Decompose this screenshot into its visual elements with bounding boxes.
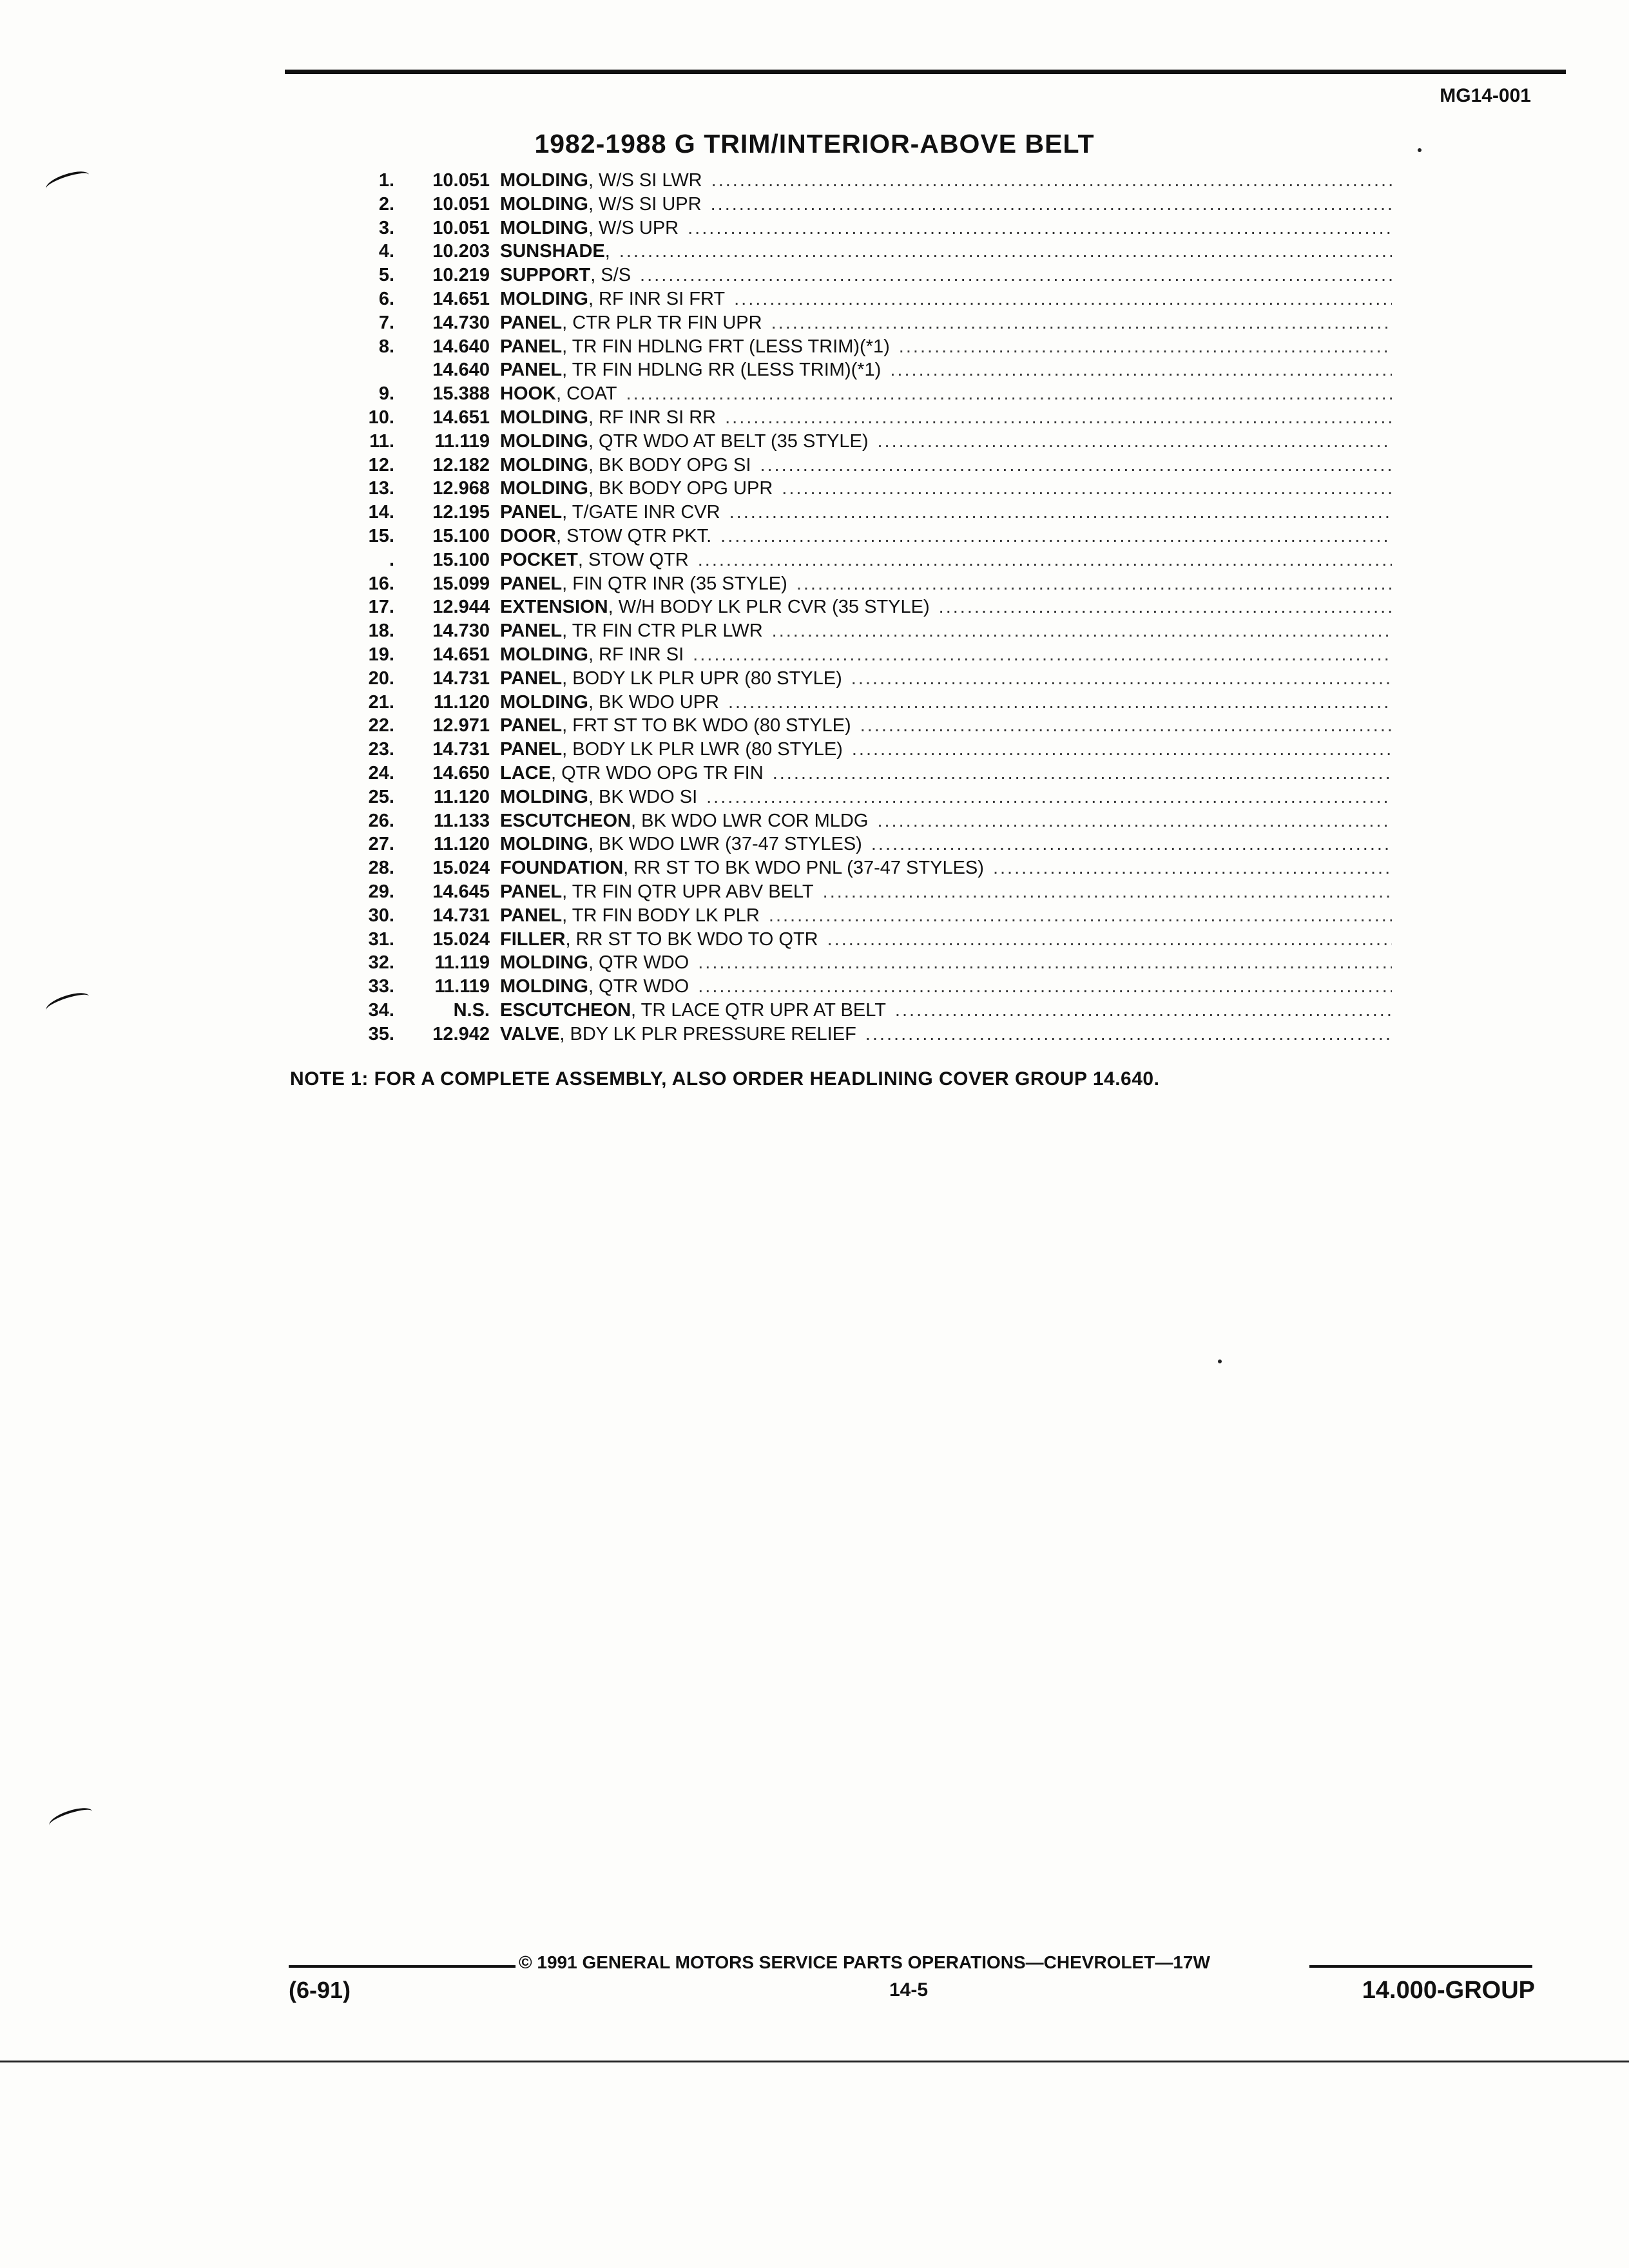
- part-row: [348, 595, 1392, 619]
- part-description: , BODY LK PLR LWR (80 STYLE): [562, 739, 843, 760]
- revision-date: (6-91): [289, 1977, 351, 2003]
- item-number: 6.: [378, 288, 394, 309]
- dot-leader: [877, 809, 1392, 833]
- part-description: , W/S SI UPR: [588, 193, 702, 215]
- part-name: SUNSHADE: [500, 241, 605, 262]
- group-number: 15.099: [432, 573, 490, 594]
- dot-leader: [899, 335, 1392, 359]
- dot-leader: [827, 928, 1392, 952]
- dot-leader: [895, 999, 1392, 1023]
- item-number: 8.: [378, 336, 394, 357]
- part-row: [348, 311, 1392, 335]
- item-number: 13.: [368, 478, 394, 499]
- item-number: 27.: [368, 834, 394, 855]
- part-name: ESCUTCHEON: [500, 810, 631, 831]
- part-row: [348, 999, 1392, 1023]
- part-row: [348, 904, 1392, 928]
- part-row: [348, 240, 1392, 264]
- dot-leader: [851, 667, 1392, 691]
- group-number: 12.942: [432, 1023, 490, 1044]
- part-name: MOLDING: [500, 644, 588, 665]
- part-name: PANEL: [500, 620, 563, 642]
- item-number: 29.: [368, 881, 394, 902]
- part-row: [348, 169, 1392, 193]
- item-number: 12.: [368, 454, 394, 476]
- part-row: [348, 454, 1392, 477]
- dot-leader: [711, 169, 1392, 193]
- dot-leader: [619, 240, 1392, 264]
- part-description: , W/S SI LWR: [588, 170, 702, 191]
- group-number: 14.645: [432, 881, 490, 902]
- part-row: [348, 880, 1392, 904]
- item-number: 14.: [368, 502, 394, 523]
- part-name: MOLDING: [500, 786, 588, 807]
- part-row: [348, 358, 1392, 382]
- item-number: 9.: [378, 383, 394, 405]
- part-row: [348, 785, 1392, 809]
- part-name: PANEL: [500, 336, 563, 357]
- part-name: LACE: [500, 762, 551, 783]
- part-description: , T/GATE INR CVR: [562, 502, 720, 523]
- part-name: ESCUTCHEON: [500, 999, 631, 1021]
- part-name: EXTENSION: [500, 597, 608, 618]
- part-name: MOLDING: [500, 430, 588, 452]
- part-row: [348, 951, 1392, 975]
- item-number: 26.: [368, 810, 394, 831]
- part-description: , RR ST TO BK WDO TO QTR: [565, 928, 818, 950]
- dot-leader: [698, 975, 1392, 999]
- dot-leader: [860, 714, 1392, 738]
- group-number: 11.133: [433, 810, 490, 831]
- part-name: VALVE: [500, 1023, 560, 1044]
- part-description: , FRT ST TO BK WDO (80 STYLE): [562, 715, 851, 736]
- part-name: MOLDING: [500, 407, 588, 428]
- part-description: , QTR WDO: [588, 976, 689, 997]
- part-description: , RF INR SI FRT: [588, 288, 726, 309]
- scan-speck: [1418, 148, 1422, 152]
- group-number: 14.730: [432, 312, 490, 333]
- part-row: [348, 619, 1392, 643]
- group-number: 14.650: [432, 762, 490, 783]
- dot-leader: [706, 785, 1392, 809]
- footer-rule-right: [1309, 1965, 1532, 1968]
- part-row: [348, 572, 1392, 596]
- footnote: NOTE 1: FOR A COMPLETE ASSEMBLY, ALSO ORDER HEADLINING COVER GROUP 14.640.: [290, 1068, 1160, 1090]
- part-name: PANEL: [500, 573, 563, 594]
- part-row: [348, 548, 1392, 572]
- part-row: [348, 264, 1392, 287]
- part-name: MOLDING: [500, 193, 588, 215]
- group-number: 14.731: [432, 905, 490, 926]
- item-number: 21.: [368, 691, 394, 713]
- item-number: .: [389, 549, 394, 570]
- group-number: 15.100: [432, 549, 490, 570]
- part-row: [348, 832, 1392, 856]
- part-description: , BK WDO LWR (37-47 STYLES): [588, 834, 862, 855]
- dot-leader: [890, 358, 1392, 382]
- part-description: , QTR WDO: [588, 952, 689, 974]
- item-number: 23.: [368, 739, 394, 760]
- dot-leader: [698, 548, 1392, 572]
- part-row: [348, 856, 1392, 880]
- part-row: [348, 382, 1392, 406]
- part-description: , STOW QTR: [577, 549, 689, 570]
- item-number: 19.: [368, 644, 394, 665]
- dot-leader: [823, 880, 1392, 904]
- part-name: FILLER: [500, 928, 566, 950]
- group-code: 14.000-GROUP: [1362, 1977, 1535, 2004]
- item-number: 10.: [368, 407, 394, 428]
- item-number: 34.: [368, 999, 394, 1021]
- dot-leader: [769, 904, 1392, 928]
- part-name: MOLDING: [500, 288, 588, 309]
- part-name: PANEL: [500, 360, 563, 381]
- part-name: MOLDING: [500, 691, 588, 713]
- part-row: [348, 216, 1392, 240]
- group-number: 12.182: [432, 454, 490, 476]
- part-name: MOLDING: [500, 217, 588, 238]
- part-description: , BODY LK PLR UPR (80 STYLE): [562, 668, 842, 689]
- group-number: 15.024: [432, 858, 490, 879]
- part-description: , BK BODY OPG SI: [588, 454, 751, 476]
- parts-list: [348, 169, 1392, 1046]
- part-name: PANEL: [500, 715, 563, 736]
- part-name: FOUNDATION: [500, 858, 624, 879]
- part-description: , QTR WDO AT BELT (35 STYLE): [588, 430, 869, 452]
- part-description: , TR FIN CTR PLR LWR: [562, 620, 763, 642]
- group-number: 14.651: [432, 407, 490, 428]
- part-row: [348, 335, 1392, 359]
- part-row: [348, 287, 1392, 311]
- group-number: 10.203: [432, 241, 490, 262]
- dot-leader: [782, 477, 1392, 501]
- dot-leader: [771, 311, 1392, 335]
- part-name: PANEL: [500, 905, 563, 926]
- part-row: [348, 406, 1392, 430]
- item-number: 35.: [368, 1023, 394, 1044]
- group-number: 11.120: [433, 691, 490, 713]
- group-number: 11.120: [433, 834, 490, 855]
- group-number: 10.219: [432, 265, 490, 286]
- part-row: [348, 193, 1392, 216]
- part-name: PANEL: [500, 739, 563, 760]
- footer-rule-left: [289, 1965, 516, 1968]
- group-number: 11.120: [433, 786, 490, 807]
- scan-speck: [1218, 1360, 1222, 1363]
- part-name: PANEL: [500, 502, 563, 523]
- part-description: , TR FIN QTR UPR ABV BELT: [562, 881, 814, 902]
- dot-leader: [773, 762, 1392, 785]
- part-row: [348, 667, 1392, 691]
- item-number: 17.: [368, 597, 394, 618]
- dot-leader: [871, 832, 1392, 856]
- part-name: MOLDING: [500, 454, 588, 476]
- part-row: [348, 714, 1392, 738]
- item-number: 30.: [368, 905, 394, 926]
- part-description: , TR LACE QTR UPR AT BELT: [631, 999, 886, 1021]
- part-row: [348, 975, 1392, 999]
- part-description: , BK BODY OPG UPR: [588, 478, 773, 499]
- part-name: MOLDING: [500, 170, 588, 191]
- dot-leader: [993, 856, 1392, 880]
- part-name: MOLDING: [500, 478, 588, 499]
- item-number: 5.: [378, 265, 394, 286]
- copyright-text: © 1991 GENERAL MOTORS SERVICE PARTS OPERATIONS—CHEVROLET—17W: [519, 1952, 1210, 1972]
- dot-leader: [939, 595, 1392, 619]
- part-description: , S/S: [590, 265, 631, 286]
- part-name: HOOK: [500, 383, 556, 405]
- part-name: DOOR: [500, 525, 556, 546]
- part-description: , BDY LK PLR PRESSURE RELIEF: [559, 1023, 856, 1044]
- dot-leader: [640, 264, 1392, 287]
- group-number: 14.640: [432, 336, 490, 357]
- dot-leader: [796, 572, 1392, 596]
- group-number: 12.195: [432, 502, 490, 523]
- part-description: , COAT: [556, 383, 617, 405]
- dot-leader: [865, 1023, 1392, 1046]
- part-name: MOLDING: [500, 834, 588, 855]
- top-rule: [285, 70, 1566, 74]
- item-number: 15.: [368, 525, 394, 546]
- part-row: [348, 643, 1392, 667]
- part-description: , TR FIN BODY LK PLR: [562, 905, 760, 926]
- group-number: 14.640: [432, 360, 490, 381]
- item-number: 32.: [368, 952, 394, 974]
- group-number: 11.119: [434, 952, 490, 974]
- item-number: 18.: [368, 620, 394, 642]
- part-description: , W/S UPR: [588, 217, 679, 238]
- dot-leader: [734, 287, 1392, 311]
- item-number: 16.: [368, 573, 394, 594]
- group-number: 14.651: [432, 644, 490, 665]
- group-number: 11.119: [434, 430, 490, 452]
- part-name: PANEL: [500, 312, 563, 333]
- part-row: [348, 738, 1392, 762]
- part-description: , STOW QTR PKT.: [556, 525, 712, 546]
- group-number: 12.944: [432, 597, 490, 618]
- part-description: , TR FIN HDLNG FRT (LESS TRIM)(*1): [562, 336, 890, 357]
- group-number: 15.100: [432, 525, 490, 546]
- dot-leader: [852, 738, 1392, 762]
- group-number: 14.731: [432, 739, 490, 760]
- dot-leader: [725, 406, 1392, 430]
- bottom-rule: [0, 2061, 1629, 2062]
- item-number: 1.: [378, 170, 394, 191]
- part-name: PANEL: [500, 668, 563, 689]
- binder-hole-mark: [44, 989, 92, 1017]
- part-row: [348, 762, 1392, 785]
- document-code: MG14-001: [1440, 85, 1531, 106]
- dot-leader: [698, 951, 1392, 975]
- part-row: [348, 1023, 1392, 1046]
- part-description: ,: [604, 241, 610, 262]
- part-row: [348, 430, 1392, 454]
- group-number: N.S.: [453, 999, 490, 1021]
- item-number: 3.: [378, 217, 394, 238]
- item-number: 2.: [378, 193, 394, 215]
- dot-leader: [693, 643, 1392, 667]
- part-name: MOLDING: [500, 976, 588, 997]
- binder-hole-mark: [47, 1804, 95, 1832]
- item-number: 4.: [378, 241, 394, 262]
- dot-leader: [878, 430, 1393, 454]
- group-number: 14.731: [432, 668, 490, 689]
- item-number: 20.: [368, 668, 394, 689]
- item-number: 33.: [368, 976, 394, 997]
- item-number: 31.: [368, 928, 394, 950]
- part-description: , TR FIN HDLNG RR (LESS TRIM)(*1): [562, 360, 882, 381]
- group-number: 14.651: [432, 288, 490, 309]
- item-number: 22.: [368, 715, 394, 736]
- dot-leader: [760, 454, 1392, 477]
- part-description: , BK WDO LWR COR MLDG: [631, 810, 869, 831]
- page-number: 14-5: [889, 1979, 929, 2001]
- group-number: 15.024: [432, 928, 490, 950]
- part-description: , RF INR SI RR: [588, 407, 717, 428]
- part-row: [348, 809, 1392, 833]
- group-number: 11.119: [434, 976, 490, 997]
- page-title: 1982-1988 G TRIM/INTERIOR-ABOVE BELT: [534, 129, 1095, 159]
- item-number: 25.: [368, 786, 394, 807]
- part-name: SUPPORT: [500, 265, 591, 286]
- dot-leader: [688, 216, 1392, 240]
- part-row: [348, 501, 1392, 524]
- part-description: , RF INR SI: [588, 644, 684, 665]
- part-description: , RR ST TO BK WDO PNL (37-47 STYLES): [623, 858, 984, 879]
- dot-leader: [772, 619, 1392, 643]
- item-number: 7.: [378, 312, 394, 333]
- part-name: MOLDING: [500, 952, 588, 974]
- dot-leader: [728, 691, 1392, 715]
- part-description: , QTR WDO OPG TR FIN: [550, 762, 764, 783]
- part-description: , BK WDO SI: [588, 786, 698, 807]
- group-number: 10.051: [432, 193, 490, 215]
- group-number: 15.388: [432, 383, 490, 405]
- part-row: [348, 691, 1392, 715]
- item-number: 11.: [369, 430, 394, 452]
- group-number: 10.051: [432, 217, 490, 238]
- dot-leader: [729, 501, 1392, 524]
- part-row: [348, 524, 1392, 548]
- part-row: [348, 928, 1392, 952]
- part-name: PANEL: [500, 881, 563, 902]
- part-row: [348, 477, 1392, 501]
- group-number: 12.971: [432, 715, 490, 736]
- group-number: 12.968: [432, 478, 490, 499]
- dot-leader: [626, 382, 1392, 406]
- item-number: 28.: [368, 858, 394, 879]
- binder-hole-mark: [44, 168, 92, 196]
- part-description: , FIN QTR INR (35 STYLE): [562, 573, 787, 594]
- group-number: 10.051: [432, 170, 490, 191]
- part-description: , CTR PLR TR FIN UPR: [562, 312, 762, 333]
- part-name: POCKET: [500, 549, 578, 570]
- part-description: , BK WDO UPR: [588, 691, 719, 713]
- item-number: 24.: [368, 762, 394, 783]
- group-number: 14.730: [432, 620, 490, 642]
- dot-leader: [720, 524, 1392, 548]
- dot-leader: [711, 193, 1392, 216]
- part-description: , W/H BODY LK PLR CVR (35 STYLE): [608, 597, 930, 618]
